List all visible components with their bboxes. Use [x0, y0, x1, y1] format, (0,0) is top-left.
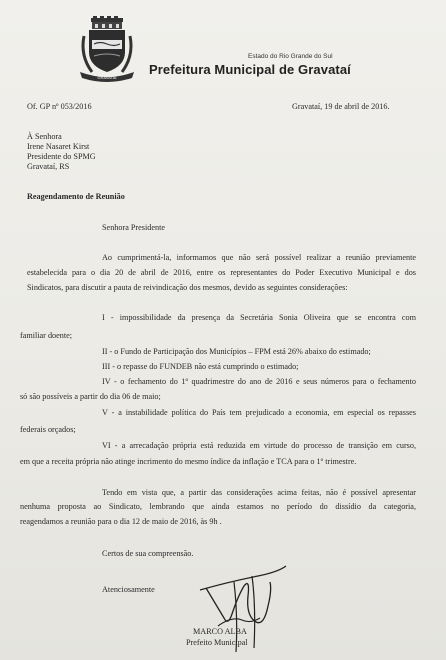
state-name: Estado do Rio Grande do Sul: [248, 53, 333, 60]
item-4-line-2: só são possíveis a partir do dia 06 de maio;: [20, 392, 161, 401]
item-6-line-1: VI - a arrecadação própria está reduzida em virtude do processo de transição em curso,: [102, 441, 416, 450]
closing-line: Certos de sua compreensão.: [102, 549, 194, 558]
paragraph-1-line-2: estabelecida para o dia 20 de abril de 2016, entre os representantes do Poder Executivo Municipal e dos: [27, 268, 416, 277]
paragraph-2-line-3: reagendamos a reunião para o dia 12 de maio de 2016, às 9h .: [20, 517, 222, 526]
paragraph-2-line-1: Tendo em vista que, a partir das considerações acima feitas, não é possível apresentar: [102, 488, 416, 497]
item-1-line-2: familiar doente;: [20, 331, 73, 340]
item-5-line-1: V - a instabilidade política do País tem prejudicado a economia, em especial os repasses: [102, 408, 416, 417]
greeting: Senhora Presidente: [102, 223, 165, 232]
signatory-name: MARCO ALBA: [193, 627, 247, 636]
subject-line: Reagendamento de Reunião: [27, 192, 125, 201]
letterhead: [78, 16, 428, 86]
institution-name: Prefeitura Municipal de Gravataí: [149, 62, 351, 77]
addressee-name: Irene Nasaret Kirst: [27, 142, 90, 151]
item-2: II - o Fundo de Participação dos Municípios – FPM está 26% abaixo do estimado;: [102, 347, 371, 356]
addressee-role: Presidente do SPMG: [27, 152, 96, 161]
item-4-line-1: IV - o fechamento do 1º quadrimestre do ano de 2016 e seus números para o fechamento: [102, 377, 416, 386]
paragraph-2-line-2: nenhuma proposta ao Sindicato, lembrando que ainda estamos no período do dissídio da categoria,: [20, 502, 416, 511]
paragraph-1-line-1: Ao cumprimentá-la, informamos que não será possível realizar a reunião previamente: [102, 253, 416, 262]
municipal-crest-icon: [78, 16, 136, 84]
reference-number: Of. GP nº 053/2016: [27, 102, 92, 111]
item-5-line-2: federais orçados;: [20, 425, 76, 434]
item-1-line-1: I - impossibilidade da presença da Secretária Sonia Oliveira que se encontra com: [102, 313, 416, 322]
signatory-title: Prefeito Municipal: [186, 638, 248, 647]
sign-off: Atenciosamente: [102, 585, 155, 594]
item-3: III - o repasse do FUNDEB não está cumprindo o estimado;: [102, 362, 299, 371]
item-6-line-2: em que a receita própria não atinge incrimento do mesmo índice da inflação e TCA para o 1º trimestre.: [20, 457, 357, 466]
addressee-salutation: À Senhora: [27, 132, 62, 141]
addressee-city: Gravataí, RS: [27, 162, 70, 171]
paragraph-1-line-3: Sindicatos, para discutir a pauta de reivindicação dos mesmos, devido as seguintes considerações:: [27, 283, 348, 292]
date-line: Gravataí, 19 de abril de 2016.: [292, 102, 390, 111]
crest-ribbon-text: GRAVATAÍ: [97, 75, 117, 80]
